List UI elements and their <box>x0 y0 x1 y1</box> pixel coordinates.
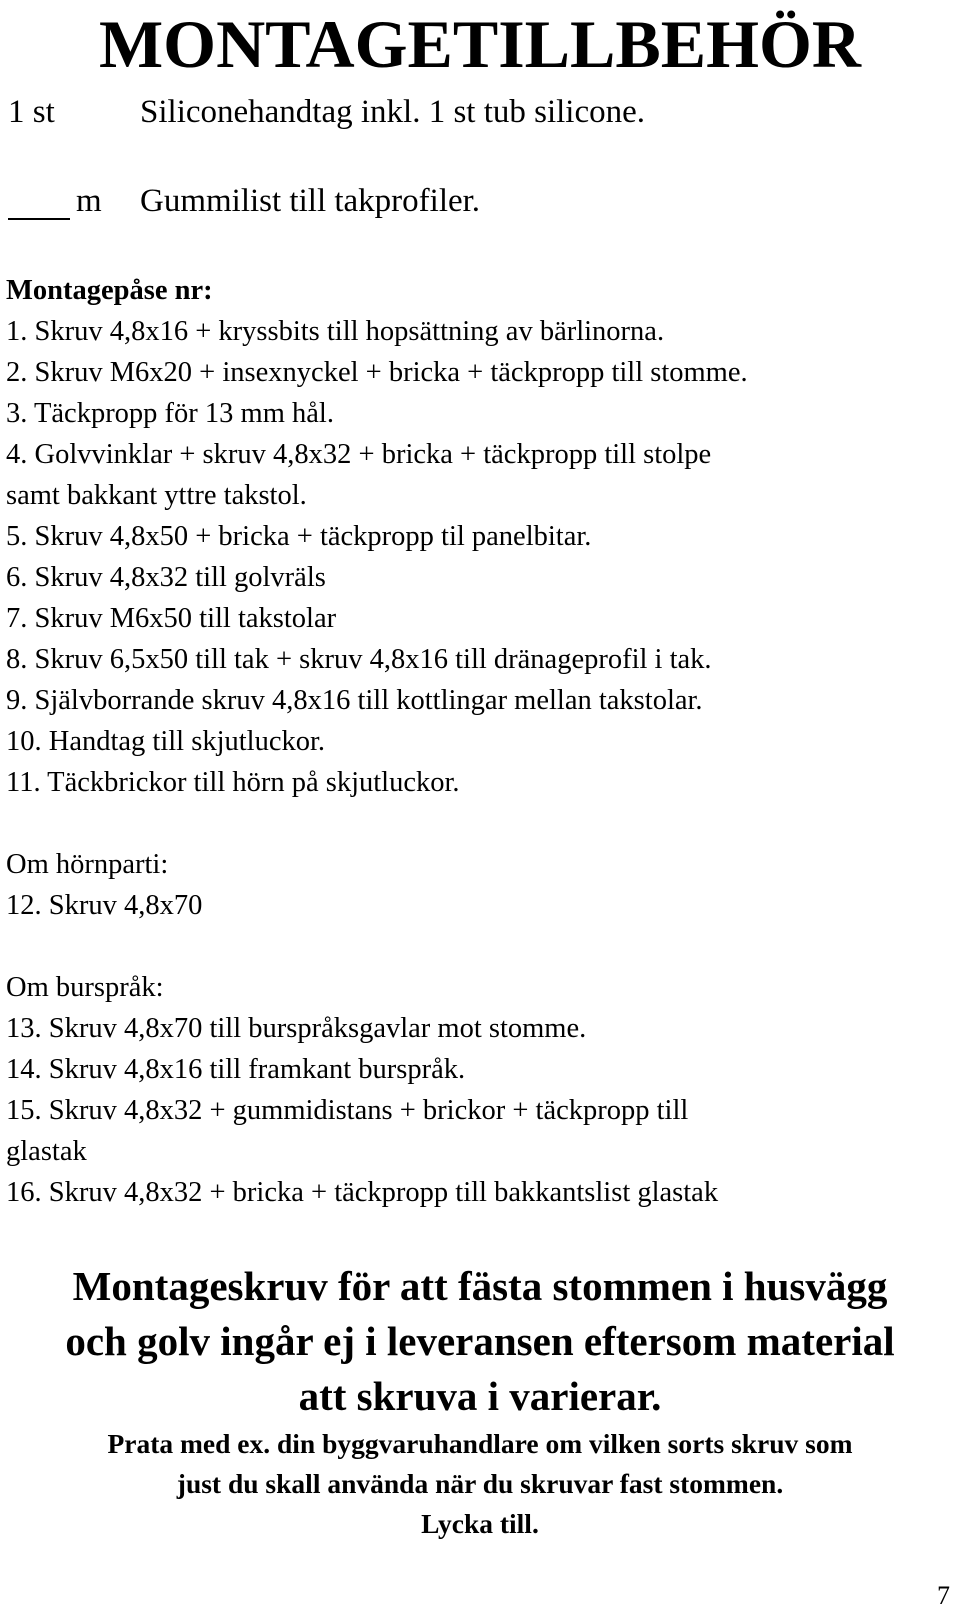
advice-line: Prata med ex. din byggvaruhandlare om vilken sorts skruv som <box>107 1428 853 1459</box>
list-item: samt bakkant yttre takstol. <box>6 480 307 511</box>
item-quantity: 1 st <box>8 94 55 130</box>
blank-fill-line <box>8 218 70 220</box>
list-item: glastak <box>6 1136 87 1167</box>
list-item: 15. Skruv 4,8x32 + gummidistans + brickor + täckpropp till <box>6 1095 689 1126</box>
page-number: 7 <box>937 1581 950 1610</box>
list-item: 7. Skruv M6x50 till takstolar <box>6 603 337 634</box>
advice-line: just du skall använda när du skruvar fast stommen. <box>176 1468 784 1499</box>
closing-line: Lycka till. <box>421 1508 539 1539</box>
list-item: 5. Skruv 4,8x50 + bricka + täckpropp til panelbitar. <box>6 521 592 552</box>
item-description: Gummilist till takprofiler. <box>140 183 481 219</box>
list-item: 1. Skruv 4,8x16 + kryssbits till hopsättning av bärlinorna. <box>6 316 665 347</box>
corner-heading: Om hörnparti: <box>6 849 169 880</box>
list-item: 14. Skruv 4,8x16 till framkant burspråk. <box>6 1054 466 1085</box>
list-item: 4. Golvvinklar + skruv 4,8x32 + bricka + täckpropp till stolpe <box>6 439 712 470</box>
list-item: 6. Skruv 4,8x32 till golvräls <box>6 562 326 593</box>
list-item: 2. Skruv M6x20 + insexnyckel + bricka + täckpropp till stomme. <box>6 357 748 388</box>
list-item: 10. Handtag till skjutluckor. <box>6 726 326 757</box>
item-quantity: m <box>76 183 102 219</box>
notice-line: Montageskruv för att fästa stommen i husvägg <box>72 1263 888 1309</box>
bay-heading: Om burspråk: <box>6 972 164 1003</box>
bag-heading: Montagepåse nr: <box>6 275 213 306</box>
list-item: 3. Täckpropp för 13 mm hål. <box>6 398 334 429</box>
list-item: 9. Självborrande skruv 4,8x16 till kottlingar mellan takstolar. <box>6 685 703 716</box>
notice-line: och golv ingår ej i leveransen eftersom material <box>65 1318 895 1364</box>
item-description: Siliconehandtag inkl. 1 st tub silicone. <box>140 94 646 130</box>
list-item: 11. Täckbrickor till hörn på skjutluckor. <box>6 767 460 798</box>
page-title: MONTAGETILLBEHÖR <box>99 6 861 82</box>
list-item: 12. Skruv 4,8x70 <box>6 890 203 921</box>
list-item: 8. Skruv 6,5x50 till tak + skruv 4,8x16 till dränageprofil i tak. <box>6 644 712 675</box>
list-item: 13. Skruv 4,8x70 till burspråksgavlar mot stomme. <box>6 1013 587 1044</box>
list-item: 16. Skruv 4,8x32 + bricka + täckpropp till bakkantslist glastak <box>6 1177 719 1208</box>
notice-line: att skruva i varierar. <box>298 1373 662 1419</box>
